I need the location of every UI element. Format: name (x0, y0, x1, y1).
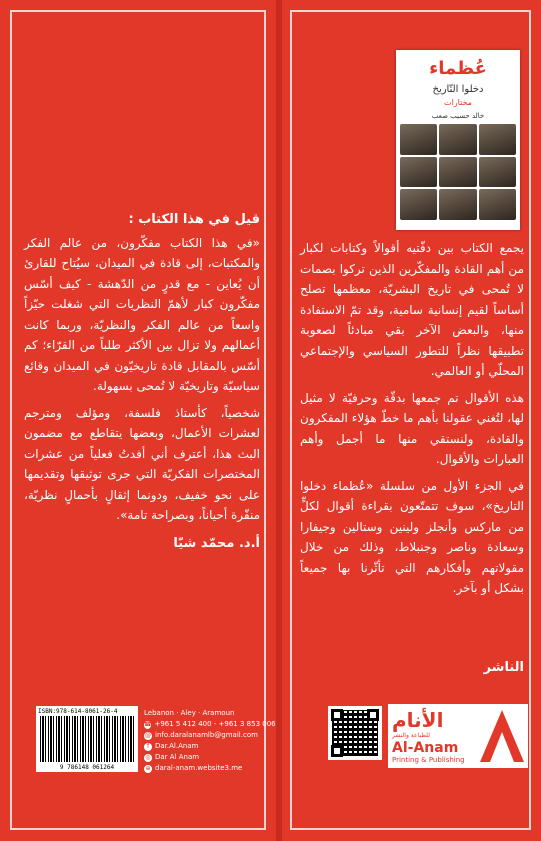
facebook-icon: f (144, 743, 152, 751)
portrait (400, 124, 437, 155)
contact-address: Lebanon · Aley · Aramoun (144, 709, 235, 717)
contact-website: ⊕ daral-anam.website3.me (145, 764, 243, 772)
quote-signature: أ.د. محمّد شيّا (173, 535, 260, 551)
book-cover-thumbnail (396, 50, 520, 230)
contact-email: @ info.daralanamlb@gmail.com (145, 731, 258, 739)
logo-english: Al-Anam (392, 740, 459, 756)
contact-instagram: ◎ Dar Al Anam (145, 753, 200, 761)
section-heading: قيل في هذا الكتاب : (128, 212, 260, 227)
portrait (439, 124, 476, 155)
portrait (400, 189, 437, 220)
contact-facebook: f Dar.Al.Anam (144, 741, 268, 752)
qr-code (328, 706, 382, 760)
portrait (479, 189, 516, 220)
contact-info (144, 708, 276, 774)
barcode-bars (40, 716, 134, 762)
isbn-text: ISBN:978-614-8061-26-4 (38, 708, 118, 715)
globe-icon: ⊕ (145, 764, 151, 772)
publisher-label: الناشر (483, 660, 524, 675)
logo-english-sub: Printing & Publishing (392, 756, 465, 764)
portrait (439, 157, 476, 188)
phone-icon: ☎ (144, 720, 152, 728)
book-author: خالد حسيب صعب (431, 112, 485, 120)
email-icon: @ (145, 731, 151, 739)
book-title: عُظماء (429, 58, 487, 79)
book-tag: مختارات (444, 98, 472, 107)
contact-phone: ☎ +961 5 412 400 - +961 3 853 006 (144, 720, 276, 728)
blurb-paragraph: يجمع الكتاب بين دفّتيه أقوالاً وكتابات لكبار من أهم القادة والمفكّرين الذين تركوا بصمات لا تُمحى في تاريخ البشريّة، معظمها تصلح أساساً لقيم إنسانية سامية، وقد تمّ الاستفادة منها، والبعض الآخر بقي مبادئاً لصعوبة تطبيقها نظراً للتطور السياسي والإجتماعي المحلّي أو العالمي. (300, 241, 524, 378)
publisher-logo (388, 704, 528, 768)
blurb-right (300, 238, 524, 599)
quote-paragraph: «في هذا الكتاب مفكّرون، من عالم الفكر والمكتبات، إلى قادة في الميدان، سيُتاح للقارئ أن يُعاين - مع قدرٍ من الدّهشة - كيف أسّس مفكّرون كبار لأهمّ النظريات التي شغلت حيّزاً واسعاً من عالم الفكر والنظريّة، وربما كانت أعمالهم ولا تزال بين الأكثر طلباً من القرّاء؛ كم أسّس بالمقابل قادة تاريخيّون في الميدان وقائع سياسيّة وتاريخيّة لا تُمحى بسهولة. (24, 235, 260, 393)
portrait-grid (400, 124, 516, 220)
portrait (400, 157, 437, 188)
book-subtitle: دخلوا التّاريخ (432, 84, 484, 95)
logo-arabic: الأنام (392, 708, 444, 732)
spine (276, 0, 282, 841)
quotes-left (24, 210, 260, 554)
blurb-paragraph: هذه الأقوال تم جمعها بدقّة وحرفيّة لا مثيل لها، لتُغني عقولنا بأهم ما خطّ هؤلاء المفكرون والقادة، ولنستقي منها ما أجمل وأهم العبارات والأقوال. (300, 390, 524, 466)
logo-tagline: للطباعة والنشر (392, 732, 430, 739)
portrait (479, 124, 516, 155)
barcode-number: 9 786148 061264 (59, 764, 115, 771)
instagram-icon: ◎ (145, 753, 151, 761)
quote-paragraph: شخصياً، كأستاذ فلسفة، ومؤلف ومترجم لعشرات الأعمال، وبعضها يتقاطع مع مضمون البث هذا، أعترف أني أفدتُ فعلياً من عشرات المختصرات الفكريّة التي جرى توثيقها وتقديمها على نحو خفيف، ودونما إثقالٍ بأحمالٍ نظريّة، منفّرة أحياناً، وبصراحة تامة». (24, 405, 260, 522)
blurb-paragraph: في الجزء الأول من سلسلة «عُظماء دخلوا التاريخ»، سوف تتمتّعون بقراءة أقوال لكلٍّ من ماركس وأنجلز ولينين وستالين وجيفارا وسعادة وناصر وجنبلاط، وذلك من خلال مقولاتهم وأفكارهم التي تأثّرنا بها جميعاً بشكل أو بآخر. (300, 478, 524, 595)
portrait (479, 157, 516, 188)
barcode (36, 706, 138, 772)
portrait (439, 189, 476, 220)
